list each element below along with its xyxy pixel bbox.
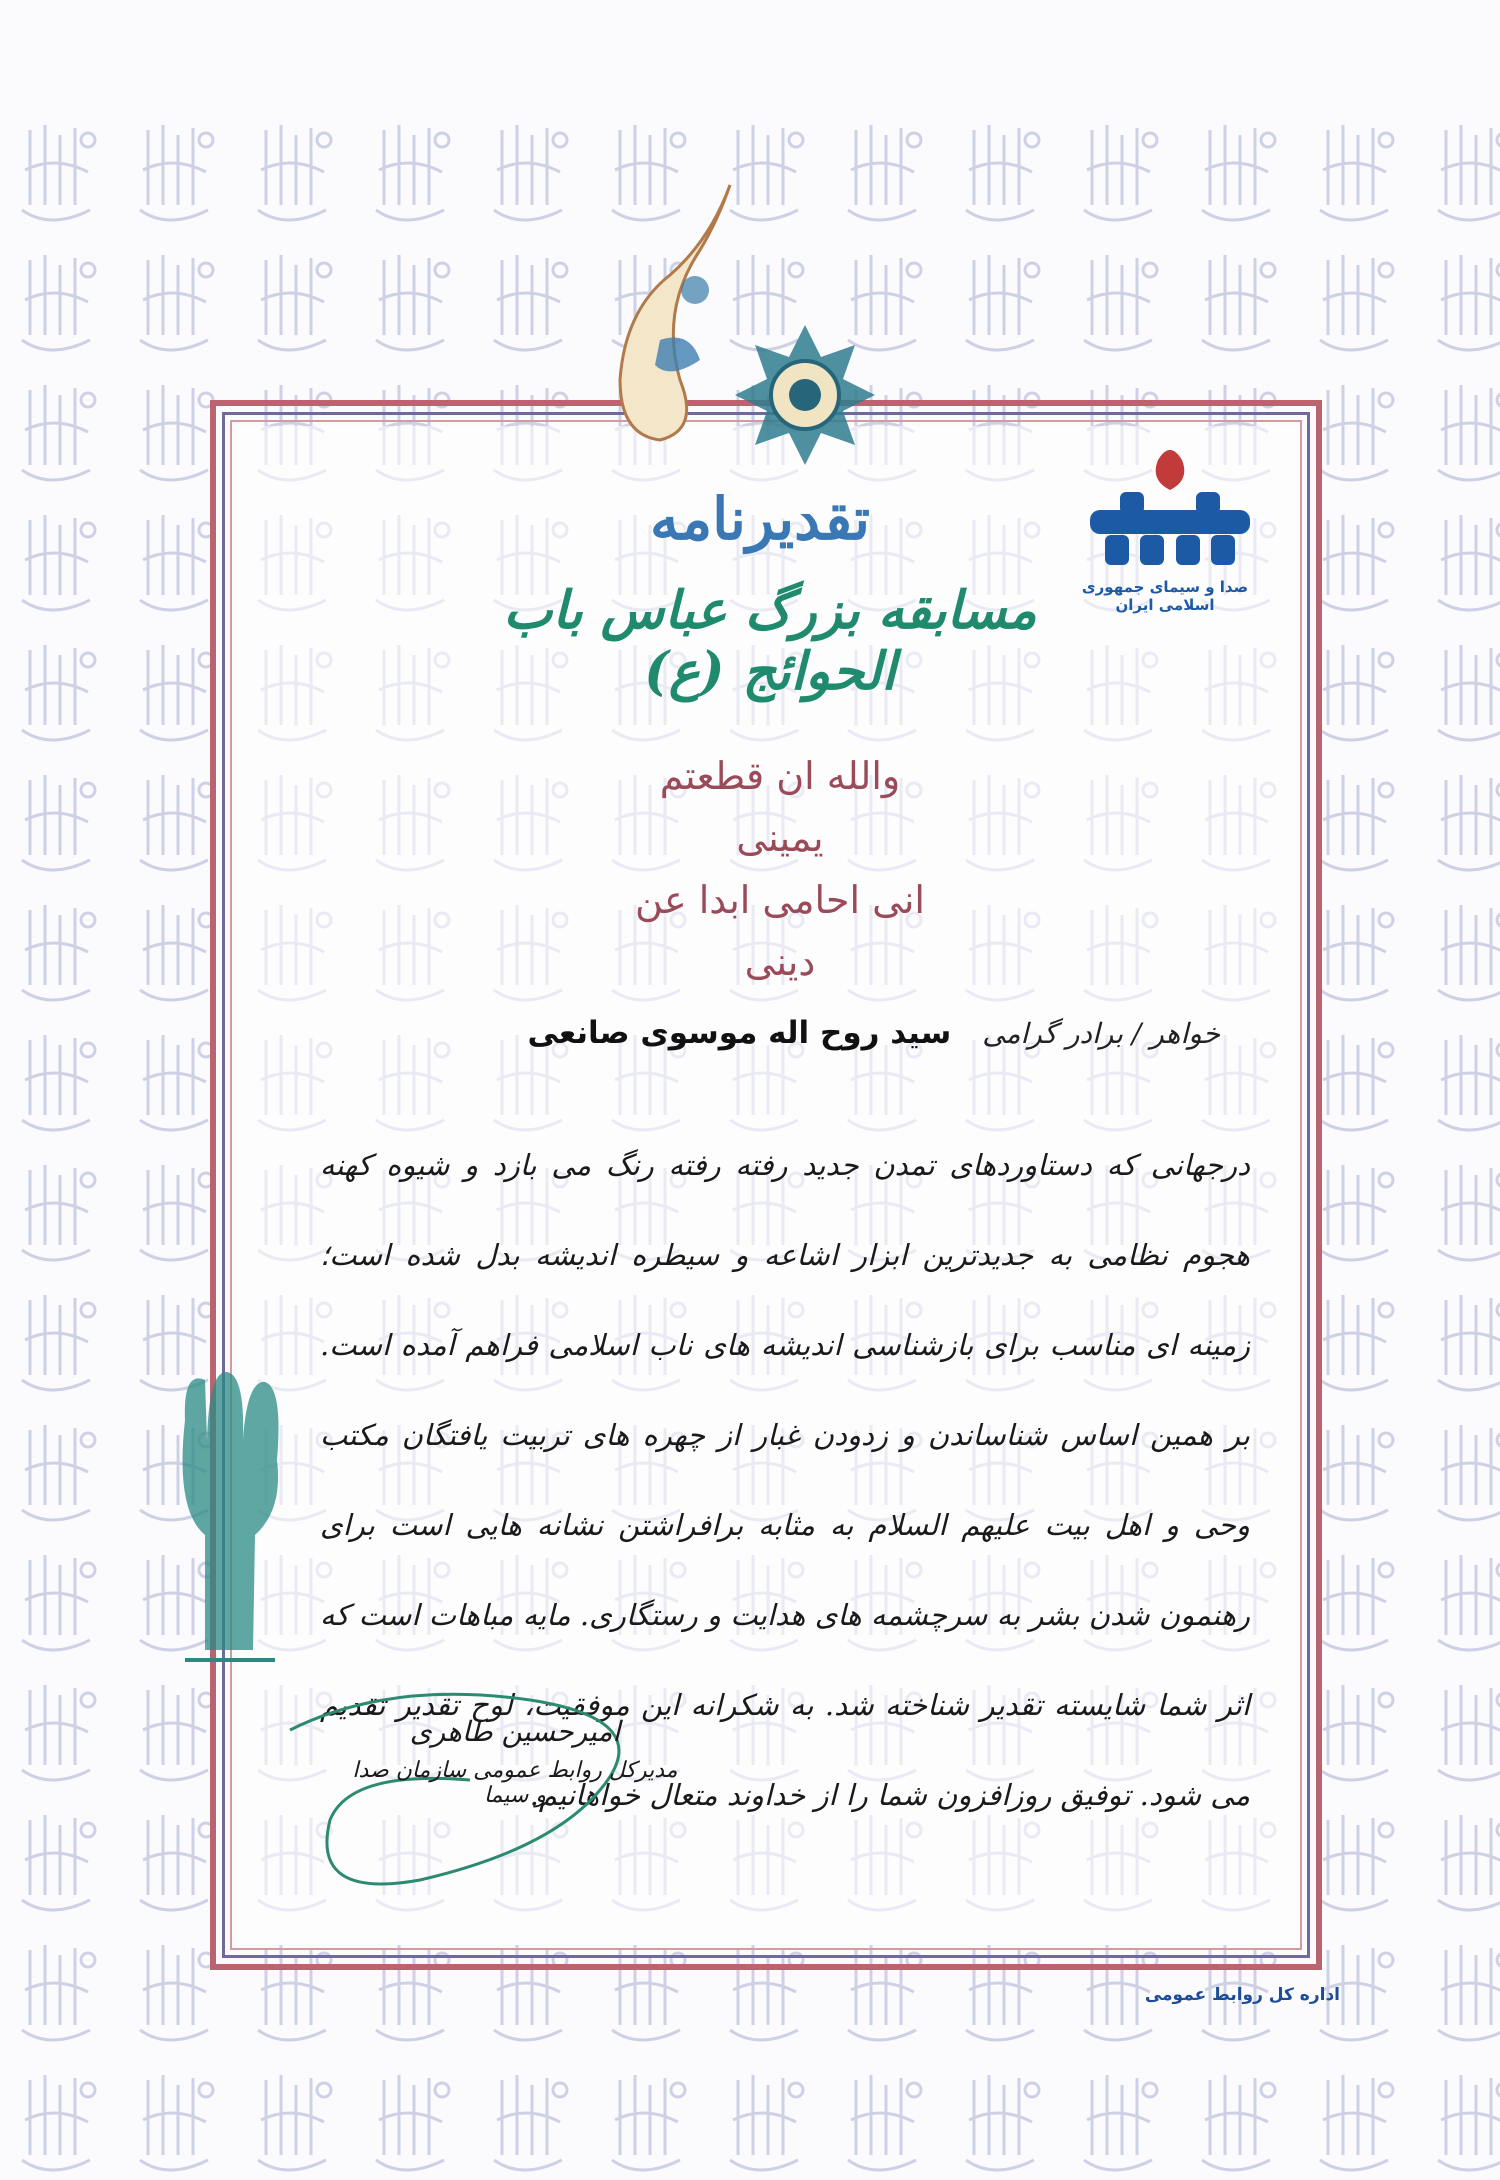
recipient-line	[340, 1015, 1220, 1051]
competition-title: مسابقه بزرگ عباس باب الحوائج (ع)	[503, 580, 1037, 702]
quote-line-1: والله ان قطعتم یمینی	[659, 754, 901, 860]
calligraphy-quote	[620, 745, 940, 993]
certificate-body: درجهانی که دستاوردهای تمدن جدید رفته رفته رنگ می بازد و شیوه کهنه هجوم نظامی به جدیدترین ابزار اشاعه و سیطره اندیشه بدل شده است؛ زمینه ای مناسب برای بازشناسی اندیشه های ناب اسلامی فراهم آمده است. بر همین اساس شناساندن و زدودن غبار از چهره های تربیت یافتگان مکتب وحی و اهل بیت علیهم السلام به مثابه برافراشتن نشانه هایی است برای رهنمون شدن بشر به سرچشمه های هدایت و رستگاری. مایه مباهات است که اثر شما شایسته تقدیر شناخته شد. به شکرانه این موفقیت، لوح تقدیر تقدیم می شود. توفیق روزافزون شما را از خداوند متعال خواهانیم.	[320, 1148, 1250, 1812]
recipient-prefix: خواهر / برادر گرامی	[982, 1017, 1220, 1050]
quote-line-2: انی احامی ابدا عن دینی	[635, 878, 925, 984]
irib-logo-icon	[1080, 440, 1260, 600]
recipient-name: سید روح اله موسوی صانعی	[527, 1015, 952, 1051]
footer-department: اداره کل روابط عمومی	[1144, 1985, 1340, 2005]
hand-emblem-icon	[165, 1360, 295, 1710]
signatory-name: امیرحسین طاهری	[409, 1715, 621, 1748]
medallion-icon	[730, 320, 880, 470]
signature-block	[350, 1715, 680, 1808]
certificate-title: تقدیرنامه	[649, 485, 871, 553]
signatory-title: مدیرکل روابط عمومی سازمان صدا و سیما	[352, 1758, 678, 1808]
logo-caption: صدا و سیمای جمهوری اسلامی ایران	[1081, 578, 1249, 614]
